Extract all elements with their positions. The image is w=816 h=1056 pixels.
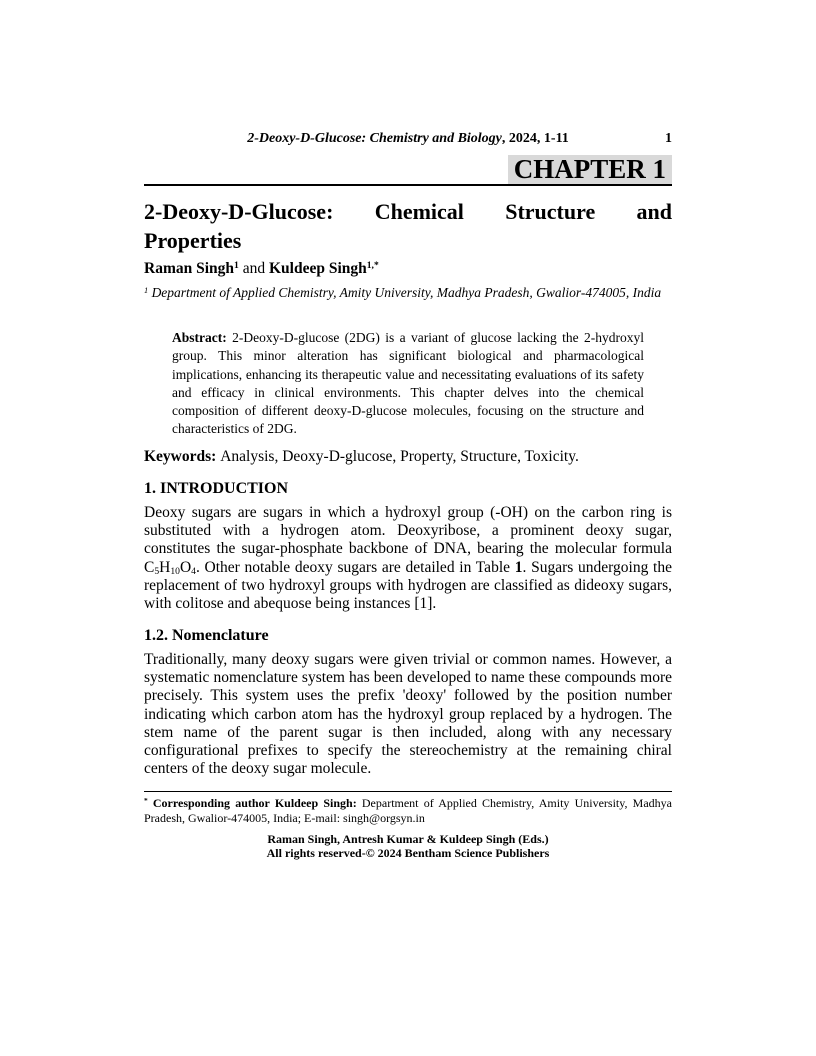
chapter-title [144,197,672,255]
nomenclature-paragraph: Traditionally, many deoxy sugars were given trivial or common names. However, a systematic nomenclature system has been developed to name these compounds more precisely. This system uses the prefix 'deoxy' followed by the position number indicating which carbon atom has the hydroxyl group replaced by a hydrogen. The stem name of the parent sugar is then included, along with any necessary configurational prefixes to specify the stereochemistry at the remaining chiral centers of the deoxy sugar molecule. [144,651,672,778]
page-content [144,0,672,1056]
chapter-title-line2: Properties [144,228,242,253]
publisher-footer [144,833,672,860]
corresponding-author-footnote: * Corresponding author Kuldeep Singh: Department of Applied Chemistry, Amity University, Madhya Pradesh, Gwalior-474005, India; E-mail: singh@orgsyn.in [144,796,672,825]
chapter-label: CHAPTER 1 [508,155,672,184]
running-head-title: 2-Deoxy-D-Glucose: Chemistry and Biology, 2024, 1-11 [247,131,569,146]
page-number: 1 [665,131,672,146]
section-heading-nomenclature: 1.2. Nomenclature [144,627,269,644]
keywords-line: Keywords: Analysis, Deoxy-D-glucose, Property, Structure, Toxicity. [144,448,579,465]
authors-line: Raman Singh$^1$ and Kuldeep Singh$^{1,*}$ [144,260,379,277]
section-heading-introduction: 1. INTRODUCTION [144,480,289,497]
chapter-banner [144,155,672,186]
footer-copyright-line: All rights reserved-© 2024 Bentham Science Publishers [266,845,550,860]
footer-editors-line: Raman Singh, Antresh Kumar & Kuldeep Singh (Eds.) [267,832,549,846]
footnote-divider [144,791,672,792]
abstract-paragraph: Abstract: 2-Deoxy-D-glucose (2DG) is a variant of glucose lacking the 2-hydroxyl group. This minor alteration has significant biological and pharmacological implications, enhancing its therapeutic value and necessitating evaluations of its safety and efficacy in clinical environments. This chapter delves into the chemical composition of different deoxy-D-glucose molecules, focusing on the structure and characteristics of 2DG. [172,330,645,437]
running-head [144,130,672,147]
affiliation-line: $^1$ Department of Applied Chemistry, Amity University, Madhya Pradesh, Gwalior-474005, India [144,285,662,300]
chapter-title-line1: 2-Deoxy-D-Glucose: Chemical Structure and [144,199,672,224]
introduction-paragraph: Deoxy sugars are sugars in which a hydroxyl group (-OH) on the carbon ring is substituted with a hydrogen atom. Deoxyribose, a prominent deoxy sugar, constitutes the sugar-phosphate backbone of DNA, bearing the molecular formula $C_5H_{10}O_4$. Other notable deoxy sugars are detailed in Table 1. Sugars undergoing the replacement of two hydroxyl groups with hydrogen are classified as dideoxy sugars, with colitose and abequose being instances [1]. [144,504,672,613]
